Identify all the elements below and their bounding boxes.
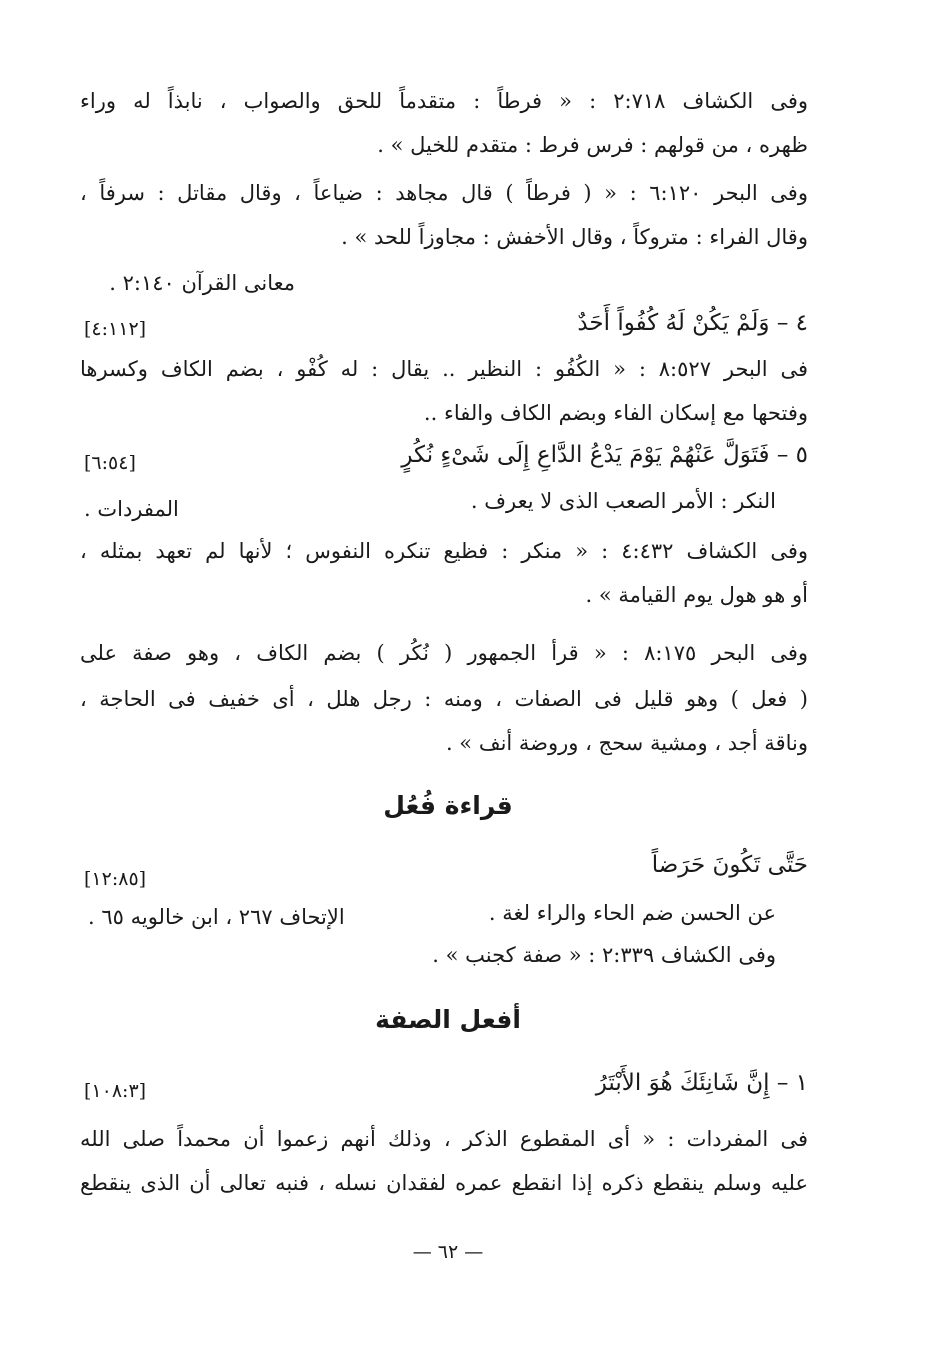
section-heading-fuul: قراءة فُعُل <box>383 791 513 820</box>
text-line: وفى الكشاف ٤:٤٣٢ : « منكر : فظيع تنكره النفوس ؛ لأنها لم تعهد بمثله ، <box>80 539 808 563</box>
verse-7-reference: [١٠٨:٣] <box>84 1080 147 1102</box>
page-number: — ٦٢ — <box>412 1241 484 1263</box>
kashaf-note: وفى الكشاف ٢:٣٣٩ : « صفة كجنب » . <box>432 943 776 967</box>
source-citation: معانى القرآن ٢:١٤٠ . <box>109 271 295 295</box>
text-line: فى البحر ٨:٥٢٧ : « الكُفُو : النظير .. يقال : له كُفْو ، بضم الكاف وكسرها <box>80 357 809 381</box>
text-line: وفتحها مع إسكان الفاء وبضم الكاف والفاء .. <box>423 401 808 425</box>
verse-6: حَتَّى تَكُونَ حَرَضاً <box>651 852 808 878</box>
nukr-definition: النكر : الأمر الصعب الذى لا يعرف . <box>470 489 776 513</box>
section-heading-afal: أفعل الصفة <box>375 1005 521 1034</box>
verse-4: ٤ – وَلَمْ يَكُنْ لَهُ كُفُواً أَحَدٌ <box>577 310 808 336</box>
text-line: وفى البحر ٨:١٧٥ : « قرأ الجمهور ( نُكُر ) بضم الكاف ، وهو صفة على <box>80 641 809 665</box>
ithaf-citation: الإتحاف ٢٦٧ ، ابن خالويه ٦٥ . <box>88 905 345 929</box>
verse-5-reference: [٦:٥٤] <box>84 452 136 474</box>
text-line: وناقة أجد ، ومشية سحج ، وروضة أنف » . <box>445 731 808 755</box>
text-line: عليه وسلم ينقطع ذكره إذا انقطع عمره لفقدان نسله ، فنبه تعالى أن الذى ينقطع <box>80 1171 808 1195</box>
text-line: وفى الكشاف ٢:٧١٨ : « فرطاً : متقدماً للحق والصواب ، نابذاً له وراء <box>80 89 809 113</box>
hasan-reading: عن الحسن ضم الحاء والراء لغة . <box>488 901 776 925</box>
text-line: فى المفردات : « أى المقطوع الذكر ، وذلك أنهم زعموا أن محمداً صلى الله <box>80 1127 808 1151</box>
verse-6-reference: [١٢:٨٥] <box>84 868 147 890</box>
text-line: وقال الفراء : متروكاً ، وقال الأخفش : مجاوزاً للحد » . <box>341 225 808 249</box>
verse-5: ٥ – فَتَوَلَّ عَنْهُمْ يَوْمَ يَدْعُ الدَّاعِ إِلَى شَىْءٍ نُكُرٍ <box>401 442 808 468</box>
text-line: ظهره ، من قولهم : فرس فرط : متقدم للخيل » . <box>377 133 808 157</box>
text-line: وفى البحر ٦:١٢٠ : « ( فرطاً ) قال مجاهد : ضياعاً ، وقال مقاتل : سرفاً ، <box>80 181 808 205</box>
verse-7: ١ – إِنَّ شَانِئَكَ هُوَ الأَبْتَرُ <box>595 1070 808 1096</box>
text-line: ( فعل ) وهو قليل فى الصفات ، ومنه : رجل هلل ، أى خفيف فى الحاجة ، <box>80 687 808 711</box>
text-line: أو هو هول يوم القيامة » . <box>585 583 808 607</box>
mufradat-citation: المفردات . <box>84 497 179 521</box>
verse-4-reference: [٤:١١٢] <box>84 318 147 340</box>
